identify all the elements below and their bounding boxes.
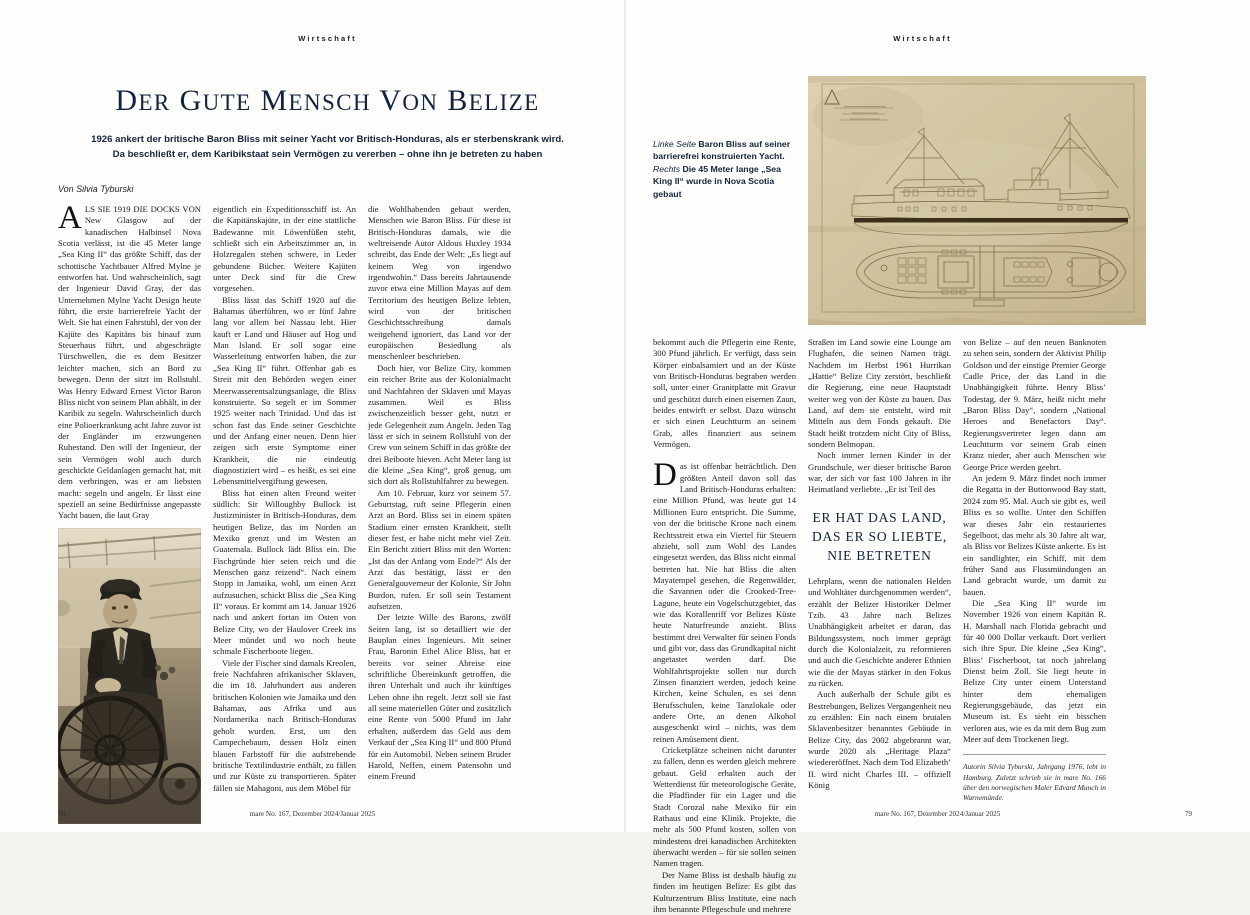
pull-quote-line-2: DAS ER SO LIEBTE, xyxy=(811,528,948,544)
photo-illustration xyxy=(58,528,201,824)
body-paragraph: bekommt auch die Pflegerin eine Rente, 300 Pfund jährlich. Er verfügt, dass sein Körper einbalsamiert und an der Küste von Britisch-Honduras begraben werden soll, unter einer Granitplatte mit Gravur und geschützt durch einen eisernen Zaun, beides entwirft er selbst. Dazu wünscht er sich einen Leuchtturm an seinem Grab, alles finanziert aus seinem Vermögen. xyxy=(653,337,796,450)
byline: Von Silvia Tyburski xyxy=(58,184,134,194)
running-head-left: Wirtschaft xyxy=(298,34,357,43)
caption-text-2: Die 45 Meter lange „Sea King II“ wurde in Nova Scotia gebaut xyxy=(653,163,781,199)
running-head-right: Wirtschaft xyxy=(893,34,952,43)
right-page-columns xyxy=(653,337,1192,915)
caption-lead-2: Rechts xyxy=(653,163,681,174)
body-paragraph: Straßen im Land sowie eine Lounge am Flughafen, die seinen Namen trägt. Nachdem im Herbst 1961 Hurrikan „Hattie“ Belize City zerstört, beschließt die Regierung, eine neue Hauptstadt weiter weg von der Küste zu bauen. Das Land, auf dem sie entsteht, wird mit Mitteln aus dem Fonds gekauft. Die Stadt heißt trotzdem nicht City of Bliss, sondern Belmopan. xyxy=(808,337,951,450)
body-paragraph: Das ist offenbar beträchtlich. Den größten Anteil davon soll das Land Britisch-Honduras erhalten: eine Million Pfund, was heute gut 14 Millionen Euro entspricht. Die Summe, von der die britische Krone nach einem Rechtsstreit etwa ein Viertel für Steuern abzieht, soll zum Wohl des Landes eingesetzt werden, das Bliss nicht einmal betreten hat. Nie hat Bliss die alten Mayatempel gesehen, die Regenwälder, die Savannen oder die Crooked-Tree-Lagune, heute ein Vogelschutzgebiet, das wie das Korallenriff vor Belizes Küste heute Naturfreunde anzieht. Bliss bestimmt drei Verwalter für seinen Fonds und gibt vor, dass das Grundkapital nicht angetastet werden darf. Die Wohlfahrtsprojekte sollen nur durch Zinsen finanziert werden, jedoch keine Kirchen, keine Schulen, es sei denn Berufsschulen, keine Tanzlokale oder andere Orte, an denen Alkohol ausgeschenkt wird – nichts, was dem reinen Amüsement dient. xyxy=(653,457,796,744)
page-left xyxy=(0,0,625,832)
body-paragraph: Am 10. Februar, kurz vor seinem 57. Geburtstag, ruft seine Pflegerin einen Arzt an Bord. Bliss sei in einem späten Stadium einer ernsten Krankheit, stellt dieser fest, er habe nicht mehr viel Zeit. Ein Bericht zitiert Bliss mit den Worten: „Ist das der Anfang vom Ende?“ Als der Arzt das bestätigt, lässt er den Generalgouverneur der Kolonie, Sir John Burdon, rufen. Er soll sein Testament aufsetzen. xyxy=(368,487,511,612)
footer-right xyxy=(625,810,1250,818)
blueprint-illustration xyxy=(808,76,1146,325)
caption-lead-1: Linke Seite xyxy=(653,139,696,149)
body-paragraph: die Wohlhabenden gebaut werden, Menschen wie Baron Bliss. Für diese ist Britisch-Honduras damals, wie die weltreisende Autor Aldous Huxley 1934 schreibt, das Ende der Welt: „Es liegt auf keinem Weg von irgendwo irgendwohin.“ Dass bereits Jahrtausende zuvor etwa eine Million Mayas auf dem Territorium des heutigen Belize lebten, wird von der britischen Geschichtsschreibung damals weitgehend ignoriert, das Land vor der europäischen Besiedlung als menschenleer beschrieben. xyxy=(368,204,511,362)
headline-word-1-rest: ER xyxy=(138,90,171,115)
body-paragraph: Bliss lässt das Schiff 1920 auf die Bahamas überführen, wo er fünf Jahre lang vor allem bei Nassau lebt. Hier kauft er Land und Häuser auf Hog und Man Island. Er soll sogar eine Wasserleitung entworfen haben, die zur „Sea King II“ führt. Offenbar gab es Streit mit den Behörden wegen einer Meerwasserentsalzungsanlage, die Bliss konstruierte. So segelt er im Sommer 1925 weiter nach Trinidad. Und das ist schon fast das Ende seiner Geschichte und der Anfang einer neuen. Denn hier zeigen sich erste Symptome einer Krankheit, die nie eindeutig diagnostiziert wird – es heißt, es sei eine Lebensmittelvergiftung gewesen. xyxy=(213,294,356,487)
body-paragraph: Noch immer lernen Kinder in der Grundschule, wer dieser britische Baron war, der sich vor fast 100 Jahren in ihr Heimatland verliebte. „Er ist Teil des xyxy=(808,450,951,495)
body-paragraph: Auch außerhalb der Schule gibt es Bestrebungen, Belizes Vergangenheit neu zu erzählen: Ein nach einem brutalen Sklavenbesitzer benanntes Gebäude in Belize City, das 2002 abgebrannt war, wurde 2020 als „Heritage Plaza“ wiedereröffnet. Nach dem Tod Elizabeth’ II. wird nicht Charles III. – offiziell König xyxy=(808,689,951,790)
page-number-right: 79 xyxy=(1184,810,1192,818)
body-paragraph: von Belize – auf den neuen Banknoten zu sehen sein, sondern der Aktivist Philip Goldson und der einstige Premier George Cadle Price, der das Land in die Unabhängigkeit führte. Henry Bliss’ Todestag, der 9. März, heißt nicht mehr „Baron Bliss Day“, sondern „National Heroes and Benefactors Day“. Regierungsvertreter legen dann am Leuchtturm vor seinem Grab einen Kranz nieder, aber auch Menschen wie George Price werden geehrt. xyxy=(963,337,1106,472)
page-gutter xyxy=(624,0,626,832)
body-paragraph: Cricketplätze scheinen nicht darunter zu fallen, denn es werden gleich mehrere gebaut. Geld erhalten auch der Wetterdienst für meteorologische Geräte, die Pfadfinder für ein Lager und die Stadt Corozal nahe Mexiko für ein Rathaus und eine Klinik. Projekte, die mehr als 500 Pfund kosten, sollen von mindestens drei kanadischen Architekten überwacht werden – für sie sollen seinen Namen tragen. xyxy=(653,745,796,869)
photo-sea-king-blueprint xyxy=(808,76,1146,325)
headline-word-1-cap: D xyxy=(115,84,139,117)
caption-text-1: Baron Bliss auf seiner barrierefrei konstruierten Yacht. xyxy=(653,139,791,162)
footer-left xyxy=(0,810,625,818)
pull-quote xyxy=(808,508,951,565)
column-4 xyxy=(653,337,796,915)
body-paragraph: Doch hier, vor Belize City, kommen ein reicher Brite aus der Kolonialmacht und Nachfahren der Sklaven und Mayas zusammen. Weil es Bliss zwischenzeitlich besser geht, nutzt er jede Gelegenheit zum Angeln. Jeden Tag lässt er sich in seinem Rollstuhl von der Crew von seinem Schiff in das größte der drei Beiboote hieven. Acht Meter lang ist die kleine „Sea King“, groß genug, um sich dort als Rollstuhlfahrer zu bewegen. xyxy=(368,362,511,487)
pull-quote-line-1: ER HAT DAS LAND, xyxy=(812,509,947,525)
body-paragraph: Lehrplans, wenn die nationalen Helden und Wohltäter durchgenommen werden“, erzählt der Belizer Historiker Delmer Tzib. 43 Jahre nach Belizes Unabhängigkeit arbeitet er daran, das Bildungssystem, noch immer geprägt durch die Kolonialzeit, zu reformieren und auch die Geschichte anderer Ethnien wie die der Mayas stärker in den Fokus zu rücken. xyxy=(808,575,951,688)
headline-word-3-cap: M xyxy=(260,84,289,117)
standfirst xyxy=(84,132,571,162)
column-5 xyxy=(808,337,951,915)
page-title xyxy=(58,84,597,118)
body-paragraph: Der letzte Wille des Barons, zwölf Seiten lang, ist so detailliert wie der Bauplan eines Ingenieurs. Mit seiner Frau, Baronin Ethel Alice Bliss, hat er bereits vor seiner Abreise eine schriftliche Übereinkunft getroffen, die ihren Unterhalt und auch ihr künftiges Leben ohne ihn regelt. Jetzt soll sie fast all seine materiellen Güter und zusätzlich eine Rente von 5000 Pfund im Jahr erhalten, außerdem das Geld aus dem Verkauf der „Sea King II“ und 800 Pfund für ein Automobil. Neben seinem Bruder Harold, Neffen, einem Patensohn und einem Freund xyxy=(368,612,511,782)
column-3 xyxy=(368,204,511,824)
issue-line-right: mare No. 167, Dezember 2024/Januar 2025 xyxy=(874,810,1001,818)
body-paragraph: Der Name Bliss ist deshalb häufig zu finden im heutigen Belize: Es gibt das Kulturzentrum Bliss Institute, eine nach ihm benannte Pflegeschule und mehrere xyxy=(653,869,796,914)
photo-baron-bliss-wheelchair xyxy=(58,528,201,824)
standfirst-line-2: Da beschließt er, dem Karibikstaat sein Vermögen zu vererben – ohne ihn je betreten zu haben xyxy=(112,149,543,160)
headline-word-3-rest: ENSCH xyxy=(288,90,371,115)
page-right xyxy=(625,0,1250,914)
body-paragraph: eigentlich ein Expeditionsschiff ist. An die Kapitänskajüte, in der eine stattliche Badewanne mit Löwenfüßen steht, schließt sich ein Arbeitszimmer an, in Holzregalen stehen schwere, in Leder gebundene Bücher. Weitere Kajüten unter Deck sind für die Crew vorgesehen. xyxy=(213,204,356,294)
image-caption xyxy=(653,138,796,200)
headline-word-4-cap: V xyxy=(379,84,403,117)
pull-quote-line-3: NIE BETRETEN xyxy=(827,547,932,563)
body-paragraph: Viele der Fischer sind damals Kreolen, freie Nachfahren afrikanischer Sklaven, die im 18. Jahrhundert aus anderen britischen Kolonien wie Jamaika und den Bahamas, aus Afrika und aus Nordamerika nach Britisch-Honduras geholt wurden. Erst, um den Campechebaum, dessen Holz einen blauen Farbstoff für die aufstrebende britische Textilindustrie enthält, zu fällen und zur Küste zu transportieren. Später fällen sie Mahagoni, aus dem Möbel für xyxy=(213,657,356,793)
standfirst-line-1: 1926 ankert der britische Baron Bliss mit seiner Yacht vor Britisch-Honduras, als er sterbenskrank wird. xyxy=(91,134,564,145)
body-paragraph: An jedem 9. März findet noch immer die Regatta in der Buttonwood Bay statt, 2024 zum 95. Mal. Auch sie gibt es, weil Bliss es so wollte. Unter den Schiffen war dieses Jahr ein restauriertes Segelboot, das mehr als 30 Jahre alt war, als Bliss vor Belizes Küste ankerte. Es ist ein sandlighter, ein Schiff, mit dem früher Sand aus Flussmündungen an Land gebracht wurde, um damit zu bauen. xyxy=(963,473,1106,597)
body-paragraph: ALS SIE 1919 DIE DOCKS VON New Glasgow auf der kanadischen Halbinsel Nova Scotia verlässt, ist die 45 Meter lange „Sea King II“ das größte Schiff, das der schottische Yachtbauer Alfred Mylne je entworfen hat. Und wahrscheinlich, sagt der Ingenieur David Gray, der das Unternehmen Mylne Yacht Design heute führt, die erste barrierefreie Yacht der Welt. Sie hat einen Fahrstuhl, der von der Kajüte des Kapitäns bis hinauf zum Steuerhaus führt, und abgeschrägte Türschwellen, die es dem Besitzer leichter machen, sich an Bord zu bewegen. Denn der sitzt im Rollstuhl. Was Henry Edward Ernest Victor Baron Bliss nicht von seinem Plan abhält, in der Karibik zu segeln. Wahrscheinlich durch eine Polioerkrankung acht Jahre zuvor ist der Engländer im erzwungenen Ruhestand. Den will der Ingenieur, der sein Vermögen wohl auch durch geschickte Geldanlagen gemacht hat, mit dem verbringen, was er am liebsten macht: segeln und angeln. Er lässt eine speziell an seine Bedürfnisse angepasste Yacht bauen, die laut Gray xyxy=(58,200,201,521)
headline-word-4-rest: ON xyxy=(402,90,439,115)
body-paragraph: Die „Sea King II“ wurde im November 1926 von einem Kapitän R. H. Marshall nach Florida gebracht und für 40 000 Dollar verkauft. Dort verliert sich ihre Spur. Die kleine „Sea King“, Bliss’ Fischerboot, tat noch jahrelang Dienst beim Zoll. Sie liegt heute in Belize City unter einem Unterstand hinter dem ehemaligen Regierungsgebäude, das jetzt ein Museum ist. Es sieht ein bisschen verloren aus, wie es da mit dem Bug zum Meer auf dem Trockenen liegt. xyxy=(963,597,1106,745)
author-note: Autorin Silvia Tyburski, Jahrgang 1976, lebt in Hamburg. Zuletzt schrieb sie in mare No. 166 über den norwegischen Maler Edvard Munch in Warnemünde. xyxy=(963,754,1106,803)
column-1 xyxy=(58,200,201,824)
left-page-columns xyxy=(58,200,597,824)
body-paragraph: Bliss hat einen alten Freund weiter südlich: Sir Willoughby Bullock ist Justizminister in Britisch-Honduras, dem heutigen Belize, das im Norden an Mexiko grenzt und im Westen an Guatemala. Bullock lädt Bliss ein. Die Fischgründe hier seien reich und die Menschen ganz reizend“. Nach einem Stopp in Jamaika, wohl, um einen Arzt aufzusuchen, schickt Bliss die „Sea King II“ voraus. Er kommt am 14. Januar 1926 nach und ankert fortan im Osten von Belize City, wo der Haulover Creek ins Meer mündet und wo noch heute schmale Fischerboote liegen. xyxy=(213,487,356,657)
headline-word-2-rest: UTE xyxy=(202,90,252,115)
headline-word-2-cap: G xyxy=(179,84,203,117)
page-number-left: 78 xyxy=(58,810,66,818)
headline-word-5-rest: ELIZE xyxy=(468,90,540,115)
column-6 xyxy=(963,337,1106,915)
headline-word-5-cap: B xyxy=(447,84,469,117)
column-2 xyxy=(213,204,356,824)
issue-line-left: mare No. 167, Dezember 2024/Januar 2025 xyxy=(249,810,376,818)
